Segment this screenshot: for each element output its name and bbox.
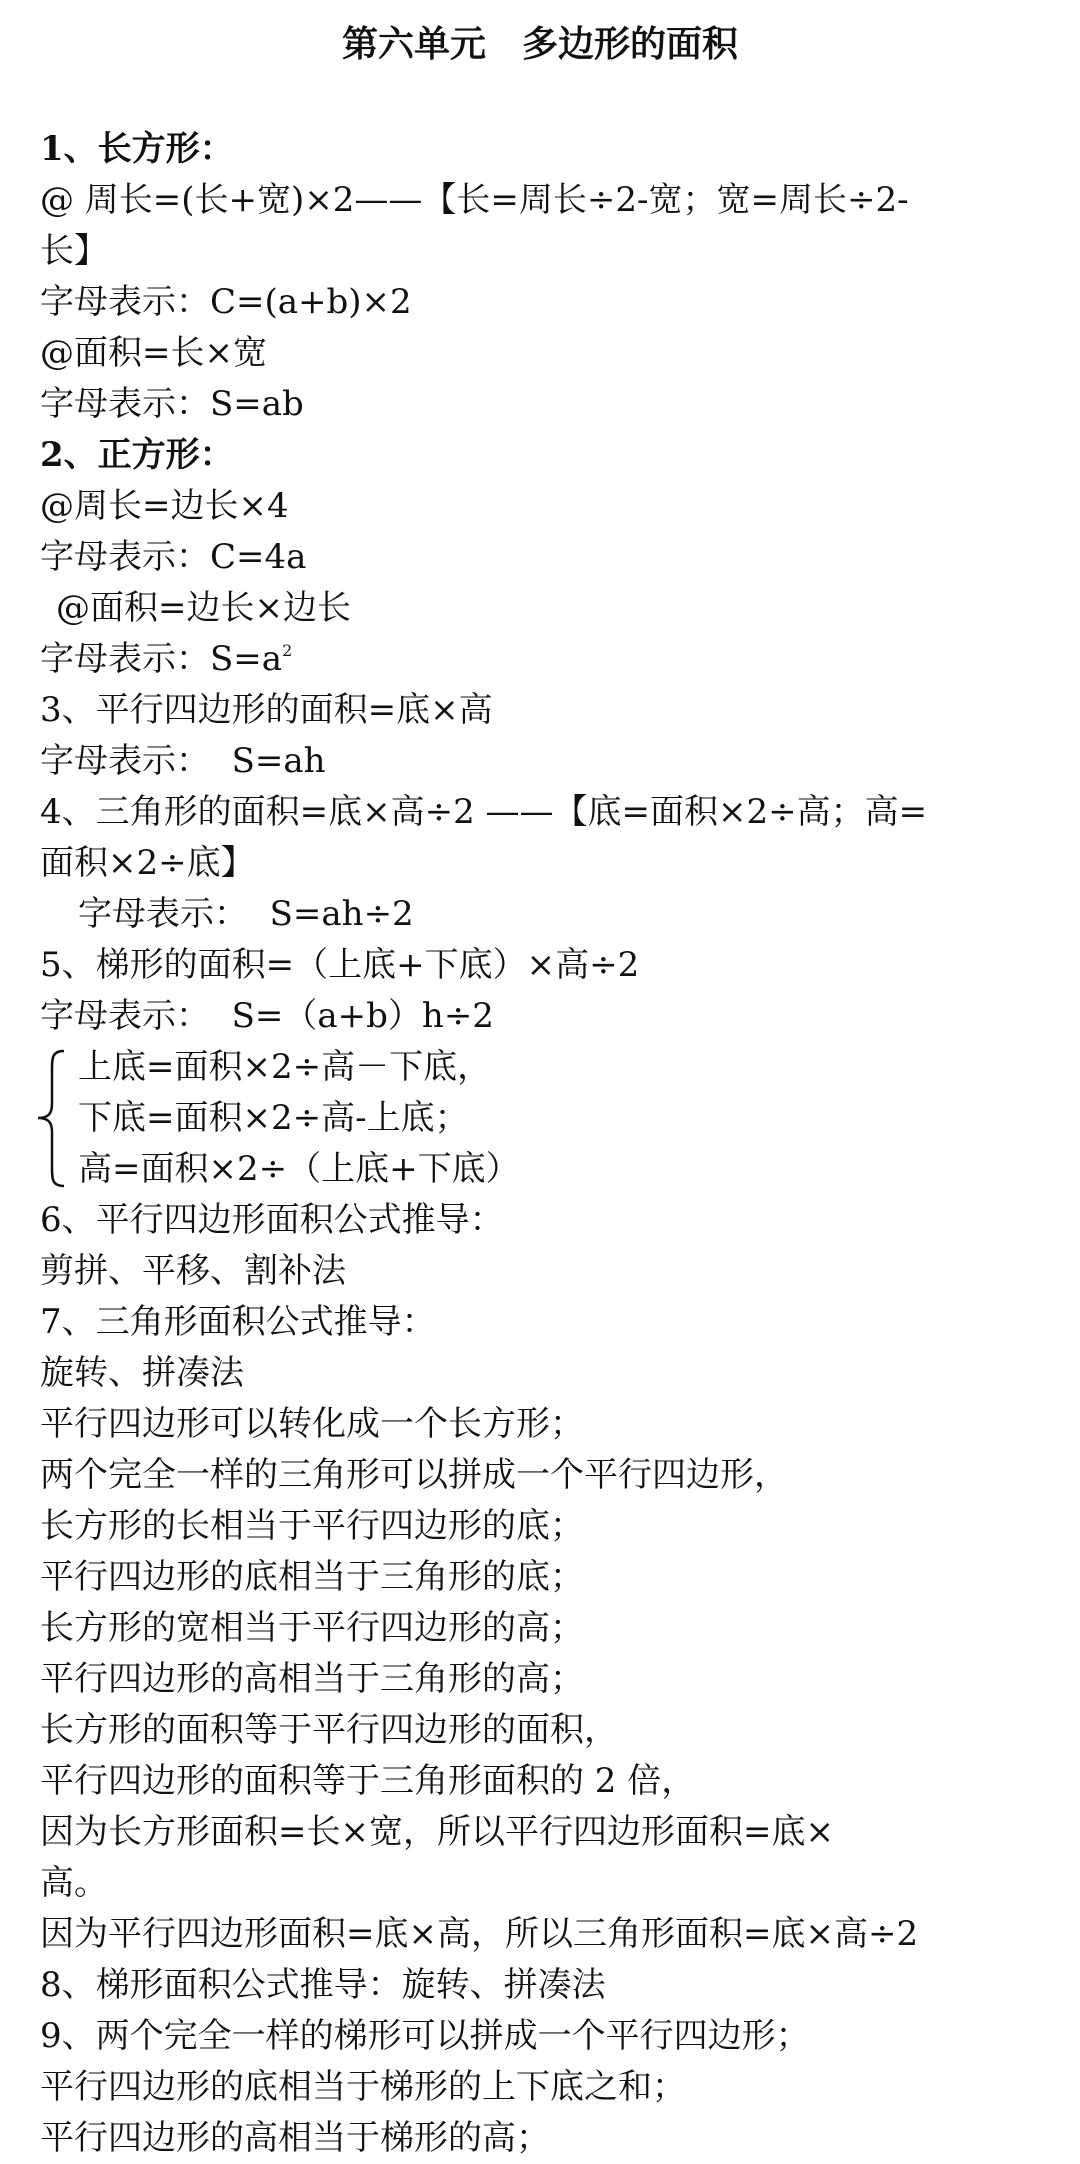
square-area-formula: @面积=边长×边长 bbox=[56, 588, 351, 628]
triangle-derivation-method: 旋转、拼凑法 bbox=[40, 1353, 244, 1393]
derivation-line-4: 平行四边形的底相当于三角形的底； bbox=[40, 1557, 584, 1597]
square-perimeter-letter-form: 字母表示：C=4a bbox=[40, 537, 307, 577]
trapezoid-area-formula: 5、梯形的面积=（上底+下底）×高÷2 bbox=[40, 945, 640, 985]
square-heading: 2、正方形： bbox=[40, 435, 234, 475]
square-area-letter-form bbox=[40, 634, 1060, 685]
trapezoid-derivation-line-2: 平行四边形的底相当于梯形的上下底之和； bbox=[40, 2067, 686, 2107]
content-body bbox=[40, 124, 1060, 2164]
curly-brace-icon bbox=[34, 1048, 68, 1189]
rectangle-perimeter-formula: @ 周长=(长+宽)×2——【长=周长÷2-宽；宽=周长÷2- bbox=[40, 180, 909, 220]
derivation-line-10: 因为平行四边形面积=底×高，所以三角形面积=底×高÷2 bbox=[40, 1914, 919, 1954]
derivation-line-3: 长方形的长相当于平行四边形的底； bbox=[40, 1506, 584, 1546]
lower-base-formula: 下底=面积×2÷高-上底； bbox=[78, 1098, 469, 1138]
derivation-line-6: 平行四边形的高相当于三角形的高； bbox=[40, 1659, 584, 1699]
trapezoid-derivation-heading: 8、梯形面积公式推导：旋转、拼凑法 bbox=[40, 1965, 606, 2005]
page-title: 第六单元 多边形的面积 bbox=[341, 23, 738, 65]
derivation-line-2: 两个完全一样的三角形可以拼成一个平行四边形， bbox=[40, 1455, 788, 1495]
derivation-line-7: 长方形的面积等于平行四边形的面积， bbox=[40, 1710, 618, 1750]
height-formula: 高=面积×2÷（上底+下底） bbox=[78, 1149, 520, 1189]
trapezoid-derivation-line-3: 平行四边形的高相当于梯形的高； bbox=[40, 2118, 550, 2158]
square-perimeter-formula: @周长=边长×4 bbox=[40, 486, 289, 526]
rectangle-perimeter-formula-continued: 长】 bbox=[40, 231, 108, 271]
upper-base-formula: 上底=面积×2÷高－下底， bbox=[78, 1047, 492, 1087]
rectangle-perimeter-letter-form: 字母表示：C=(a+b)×2 bbox=[40, 282, 412, 322]
parallelogram-derivation-heading: 6、平行四边形面积公式推导： bbox=[40, 1200, 504, 1240]
trapezoid-area-letter-form: 字母表示： S=（a+b）h÷2 bbox=[40, 996, 494, 1036]
derivation-line-9-continued: 高。 bbox=[40, 1863, 108, 1903]
trapezoid-derived-formulas bbox=[40, 1042, 1060, 1195]
triangle-derivation-heading: 7、三角形面积公式推导： bbox=[40, 1302, 436, 1342]
trapezoid-derivation-line-1: 9、两个完全一样的梯形可以拼成一个平行四边形； bbox=[40, 2016, 810, 2056]
square-area-letter-text: 字母表示：S=a bbox=[40, 639, 283, 679]
rectangle-area-formula: @面积=长×宽 bbox=[40, 333, 267, 373]
parallelogram-area-letter-form: 字母表示： S=ah bbox=[40, 741, 326, 781]
rectangle-area-letter-form: 字母表示：S=ab bbox=[40, 384, 304, 424]
rectangle-heading: 1、长方形： bbox=[40, 129, 234, 169]
triangle-area-formula-continued: 面积×2÷底】 bbox=[40, 843, 255, 883]
derivation-line-1: 平行四边形可以转化成一个长方形； bbox=[40, 1404, 584, 1444]
square-exponent: 2 bbox=[282, 641, 293, 660]
derivation-line-8: 平行四边形的面积等于三角形面积的 2 倍， bbox=[40, 1761, 696, 1801]
parallelogram-area-formula: 3、平行四边形的面积=底×高 bbox=[40, 690, 493, 730]
triangle-area-formula: 4、三角形的面积=底×高÷2 ——【底=面积×2÷高；高= bbox=[40, 792, 928, 832]
parallelogram-derivation-method: 剪拼、平移、割补法 bbox=[40, 1251, 346, 1291]
derivation-line-9: 因为长方形面积=长×宽，所以平行四边形面积=底× bbox=[40, 1812, 834, 1852]
derivation-line-5: 长方形的宽相当于平行四边形的高； bbox=[40, 1608, 584, 1648]
triangle-area-letter-form: 字母表示： S=ah÷2 bbox=[78, 894, 414, 934]
